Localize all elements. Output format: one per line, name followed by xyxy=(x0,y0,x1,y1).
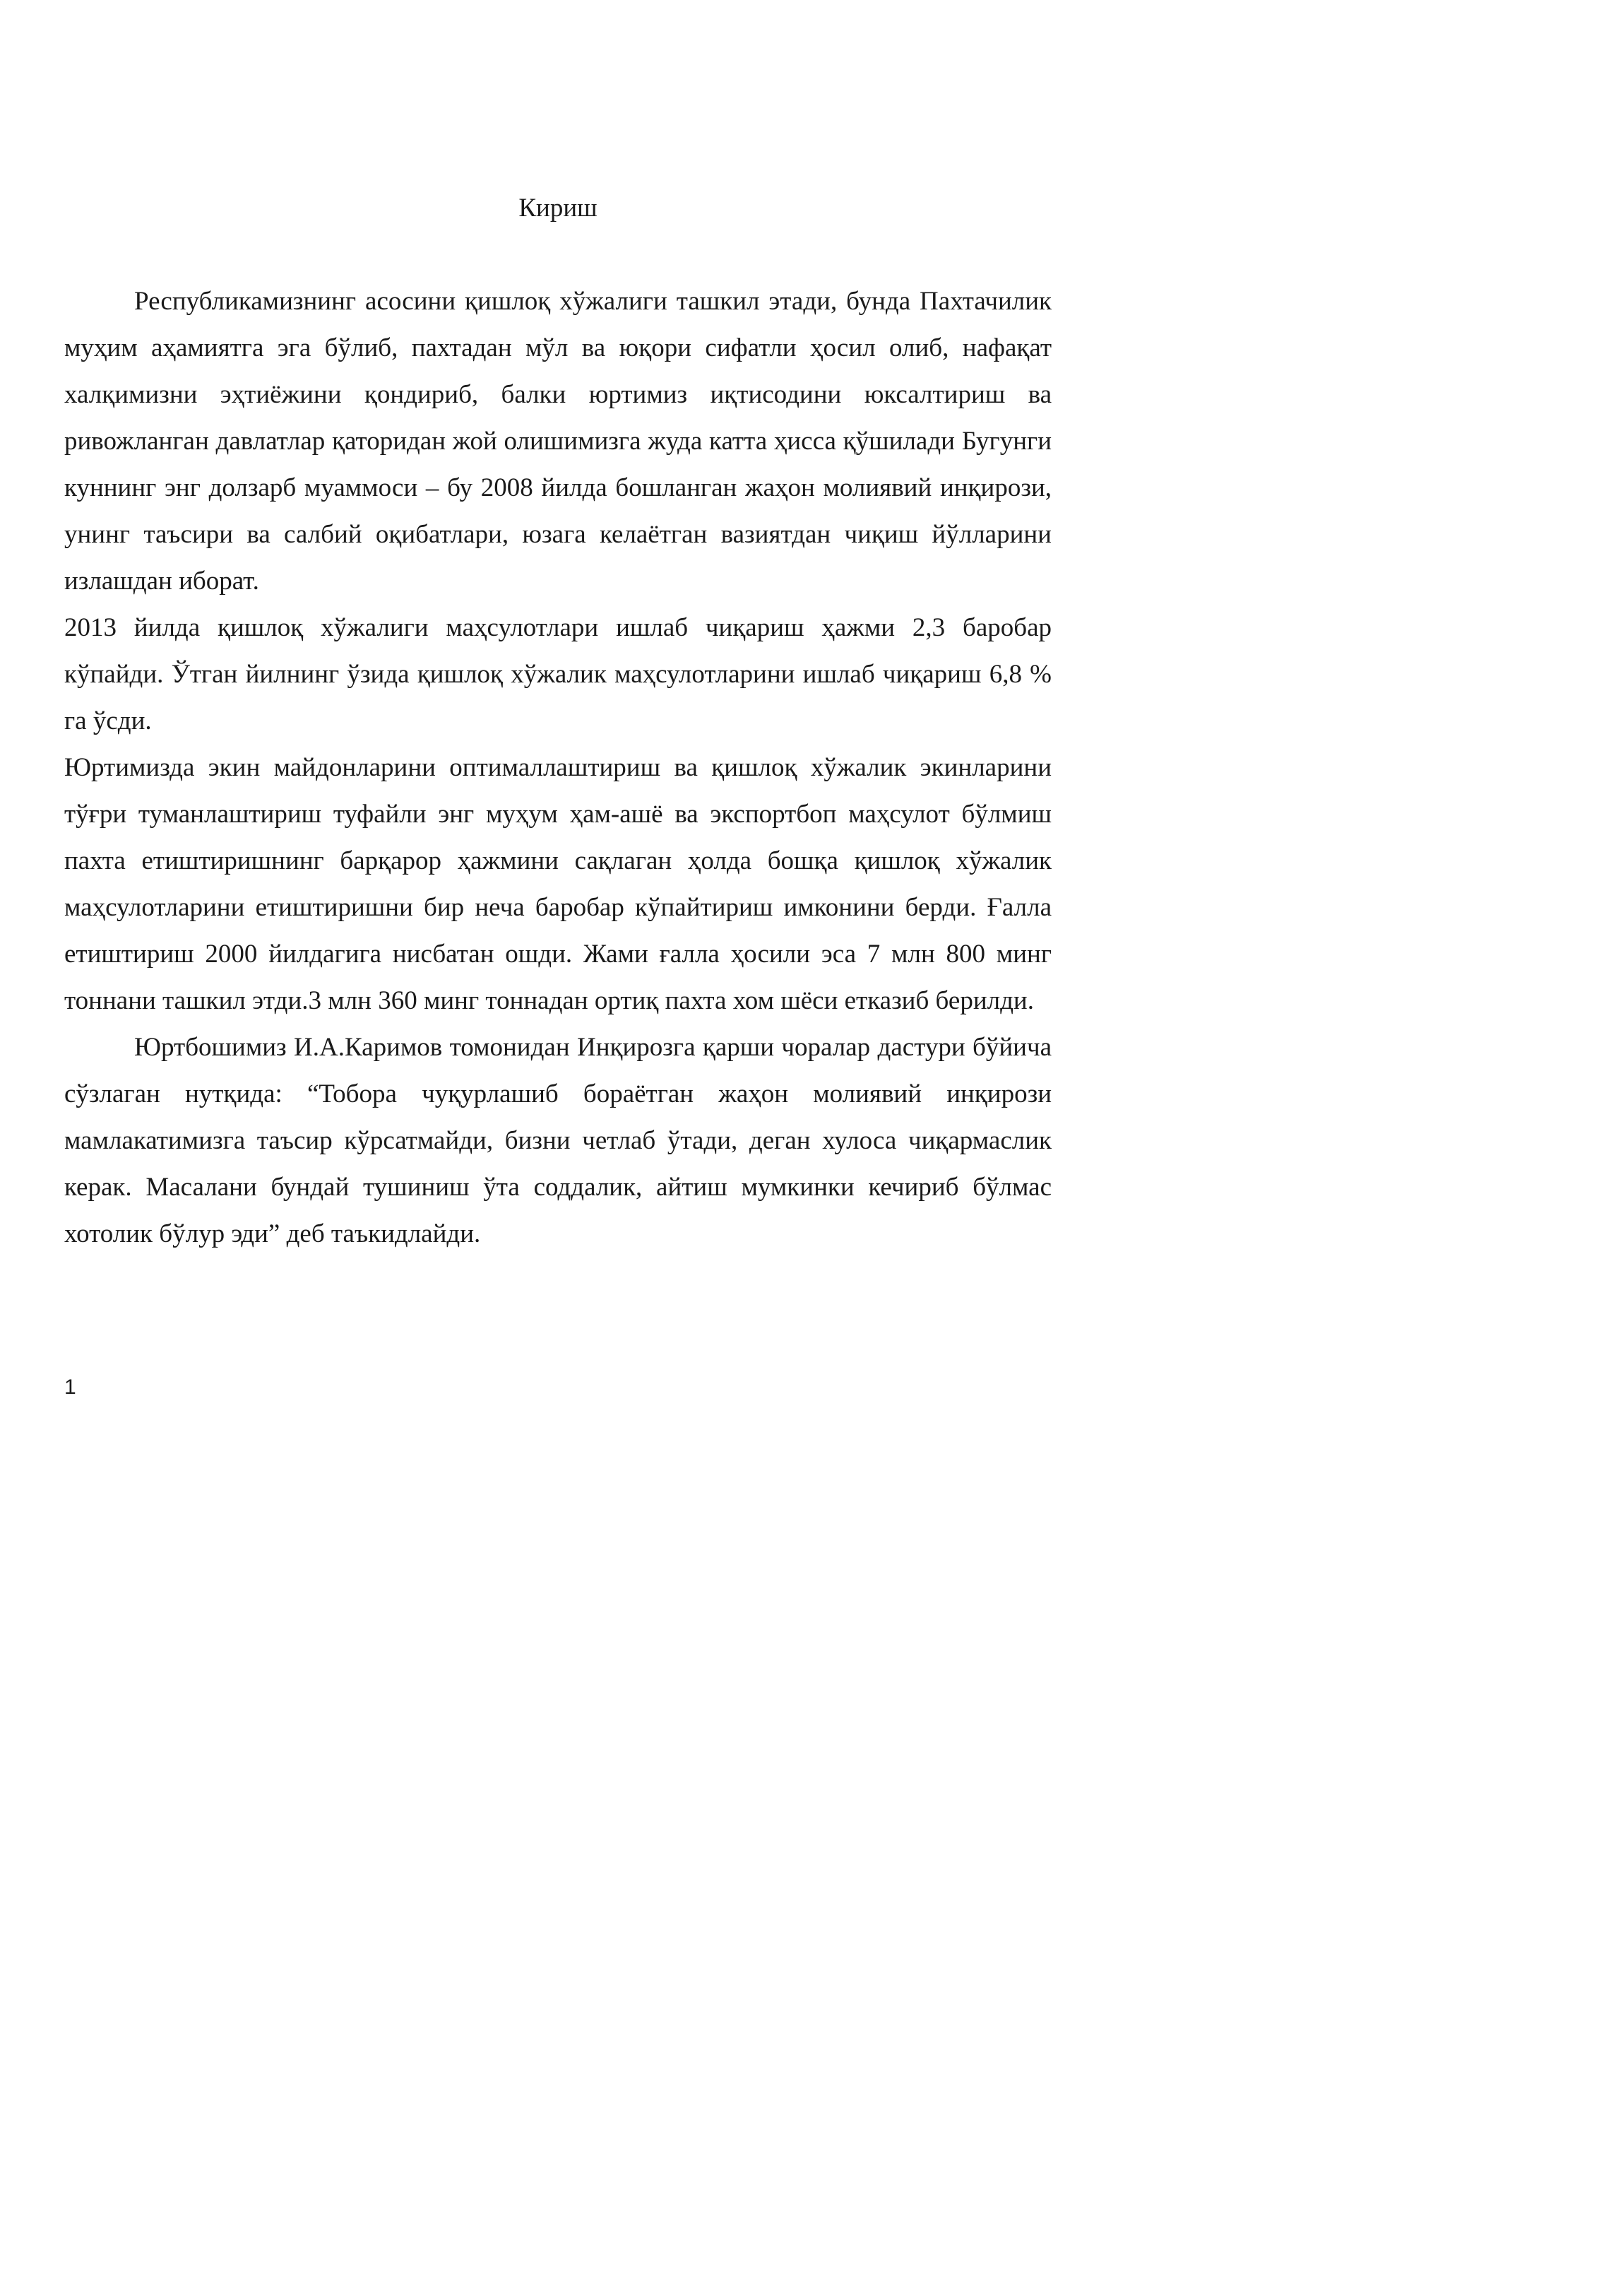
paragraph-intro: Республикамизнинг асосини қишлоқ хўжалиги ташкил этади, бунда Пахтачилик муҳим аҳамиятга эга бўлиб, пахтадан мўл ва юқори сифатли ҳосил олиб, нафақат халқимизни эҳтиёжини қондириб, балки юртимиз иқтисодини юксалтириш ва ривожланган давлатлар қаторидан жой олишимизга жуда катта ҳисса қўшилади Бугунги куннинг энг долзарб муаммоси – бу 2008 йилда бошланган жаҳон молиявий инқирози, унинг таъсири ва салбий оқибатлари, юзага келаётган вазиятдан чиқиш йўлларини излашдан иборат. xyxy=(64,287,1052,596)
paragraph-production-2013: 2013 йилда қишлоқ хўжалиги маҳсулотлари ишлаб чиқариш ҳажми 2,3 баробар кўпайди. Ўтган йилнинг ўзида қишлоқ хўжалик маҳсулотларини ишлаб чиқариш 6,8 % га ўсди. xyxy=(64,613,1052,735)
paragraph-crop-optimization: Юртимизда экин майдонларини оптималлаштириш ва қишлоқ хўжалик экинларини тўғри туманлаштириш туфайли энг муҳум ҳам-ашё ва экспортбоп маҳсулот бўлмиш пахта етиштиришнинг барқарор ҳажмини сақлаган ҳолда бошқа қишлоқ хўжалик маҳсулотларини етиштиришни бир неча баробар кўпайтириш имконини берди. Ғалла етиштириш 2000 йилдагига нисбатан ошди. Жами ғалла ҳосили эса 7 млн 800 минг тоннани ташкил этди.3 млн 360 минг тоннадан ортиқ пахта хом шёси етказиб берилди. xyxy=(64,753,1052,1015)
paragraph-president-quote: Юртбошимиз И.А.Каримов томонидан Инқирозга қарши чоралар дастури бўйича сўзлаган нутқида: “Тобора чуқурлашиб бораётган жаҳон молиявий инқирози мамлакатимизга таъсир кўрсатмайди, бизни четлаб ўтади, деган хулоса чиқармаслик керак. Масалани бундай тушиниш ўта соддалик, айтиш мумкинки кечириб бўлмас хотолик бўлур эди” деб таъкидлайди. xyxy=(64,1033,1052,1248)
page-number: 1 xyxy=(64,1375,76,1399)
document-body xyxy=(64,278,1052,1258)
document-title: Кириш xyxy=(518,194,598,223)
